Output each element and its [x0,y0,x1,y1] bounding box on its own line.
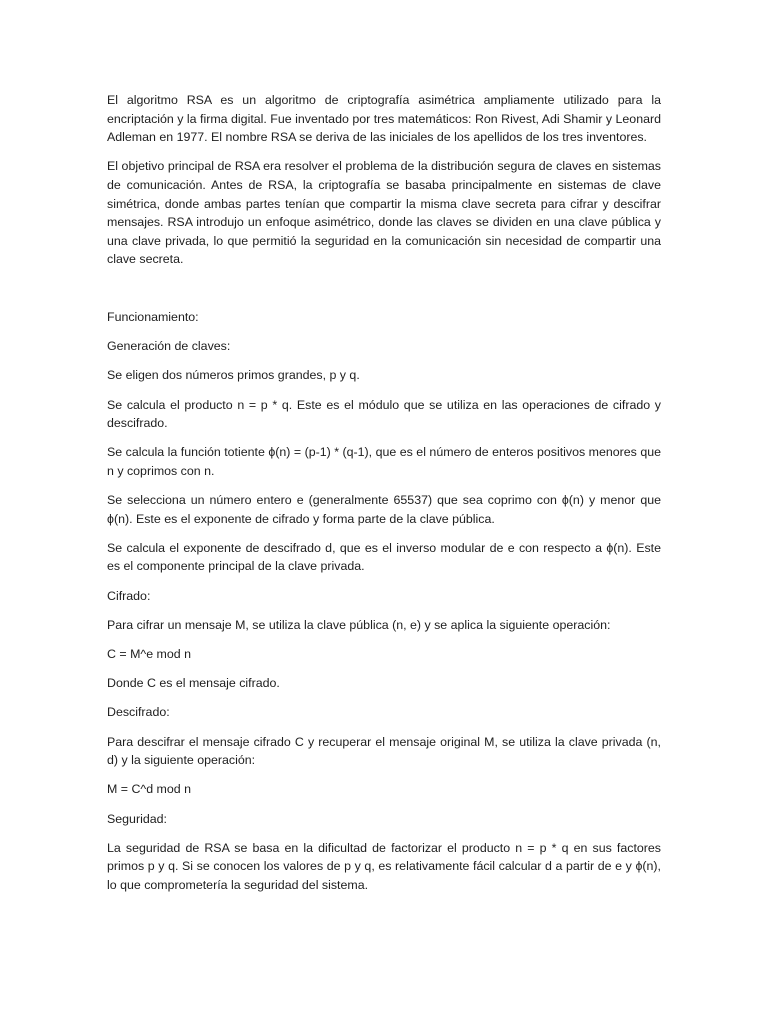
paragraph-descifrado: Para descifrar el mensaje cifrado C y recuperar el mensaje original M, se utiliza la clave privada (n, d) y la siguiente operación: [107,734,661,768]
heading-cifrado: Cifrado: [107,588,151,603]
paragraph-step-primes: Se eligen dos números primos grandes, p y q. [107,368,360,383]
heading-seguridad: Seguridad: [107,811,167,826]
paragraph-intro: El algoritmo RSA es un algoritmo de criptografía asimétrica ampliamente utilizado para la encriptación y la firma digital. Fue inventado por tres matemáticos: Ron Rivest, Adi Shamir y Leonard Adleman en 1977. El nombre RSA se deriva de las iniciales de los apellidos de los tres inventores. [107,93,661,145]
paragraph-step-private-exponent: Se calcula el exponente de descifrado d, que es el inverso modular de e con respecto a ϕ(n). Este es el componente principal de la clave privada. [107,540,661,574]
formula-descifrado: M = C^d mod n [107,782,191,797]
heading-descifrado: Descifrado: [107,705,170,720]
paragraph-cifrado: Para cifrar un mensaje M, se utiliza la clave pública (n, e) y se aplica la siguiente operación: [107,617,611,632]
paragraph-step-totient: Se calcula la función totiente ϕ(n) = (p-1) * (q-1), que es el número de enteros positivos menores que n y coprimos con n. [107,445,661,478]
paragraph-seguridad: La seguridad de RSA se basa en la dificultad de factorizar el producto n = p * q en sus factores primos p y q. Si se conocen los valores de p y q, es relativamente fácil calcular d a partir de e y ϕ(n), lo que comprometería la seguridad del sistema. [107,840,661,892]
paragraph-step-modulus: Se calcula el producto n = p * q. Este es el módulo que se utiliza en las operaciones de cifrado y descifrado. [107,397,661,431]
heading-funcionamiento: Funcionamiento: [107,309,199,324]
paragraph-objective: El objetivo principal de RSA era resolver el problema de la distribución segura de claves en sistemas de comunicación. Antes de RSA, la criptografía se basaba principalmente en sistemas de clave simétrica, donde ambas partes tenían que compartir la misma clave secreta para cifrar y descifrar mensajes. RSA introdujo un enfoque asimétrico, donde las claves se dividen en una clave pública y una clave privada, lo que permitió la seguridad en la comunicación sin necesidad de compartir una clave secreta. [107,159,661,267]
formula-cifrado: C = M^e mod n [107,647,191,661]
document-body [107,91,661,905]
paragraph-step-public-exponent: Se selecciona un número entero e (generalmente 65537) que sea coprimo con ϕ(n) y menor que ϕ(n). Este es el exponente de cifrado y forma parte de la clave pública. [107,493,661,526]
heading-generacion-claves: Generación de claves: [107,339,231,354]
paragraph-cifrado-note: Donde C es el mensaje cifrado. [107,676,280,691]
